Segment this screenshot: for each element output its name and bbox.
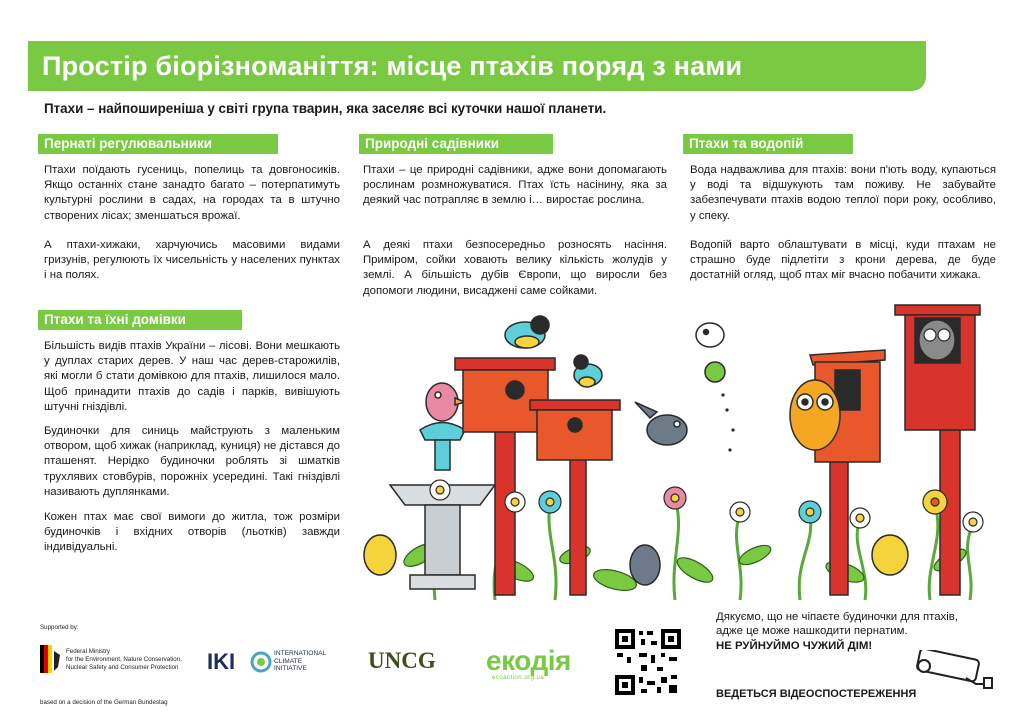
thanks-line-2: адже це може нашкодити пернатим.	[716, 625, 908, 637]
water-paragraph-2: Водопій варто облаштувати в місці, куди птахам не страшно буде підлетіти з крони дерева, де буде достатній огляд, щоб птах міг вчасно побачити хижака.	[690, 239, 996, 282]
ekodia-logo: екодія	[486, 645, 571, 676]
water-paragraph-1: Вода надважлива для птахів: вони п'ють воду, купаються у воді та відшукують там поживу. Не забувайте забезпечувати птахів водою теплої пори року, особливо, у спеку.	[690, 164, 996, 222]
iki-line-3: INITIATIVE	[274, 665, 307, 673]
thanks-line-1: Дякуємо, що не чіпаєте будиночки для птахів,	[716, 611, 958, 623]
iki-line-2: CLIMATE	[274, 657, 303, 665]
owl-in-house	[919, 320, 955, 360]
thanks-text	[716, 610, 996, 638]
section-heading-water: Птахи та водопій	[683, 134, 853, 154]
page-subtitle: Птахи – найпоширеніша у світі група тварин, яка заселяє всі куточки нашої планети.	[44, 101, 607, 116]
german-eagle-icon	[40, 645, 60, 673]
bundestag-decision: based on a decision of the German Bundestag	[40, 699, 168, 706]
ministry-name-3: Nuclear Safety and Consumer Protection	[66, 664, 179, 671]
ministry-name-2: for the Environment, Nature Conservation,	[66, 656, 182, 663]
section-heading-gardeners: Природні садівники	[359, 134, 553, 154]
birdhouse-orange-left	[455, 358, 555, 595]
do-not-destroy-text: НЕ РУЙНУЙМО ЧУЖИЙ ДІМ!	[716, 640, 873, 652]
iki-circle-icon	[250, 651, 272, 673]
iki-line-1: INTERNATIONAL	[274, 650, 327, 657]
cctv-notice: ВЕДЕТЬСЯ ВІДЕОСПОСТЕРЕЖЕННЯ	[716, 688, 917, 700]
yellow-owl	[790, 380, 840, 450]
qr-code[interactable]	[613, 627, 683, 697]
homes-paragraph-1: Більшість видів птахів України – лісові. Вони мешкають у дуплах старих дерев. У наш час дерев-старожилів, які могли б стати домівкою для птахів, лишилося мало. Щоб принадити птахів до садів і парків, вивішують штучні гніздівлі.	[44, 340, 340, 413]
regulators-paragraph-2: А птахи-хижаки, харчуючись масовими видами гризунів, регулюють їх чисельність у населених пунктах і на полях.	[44, 239, 340, 282]
uncg-logo: UNCG	[368, 648, 436, 673]
small-bird-middle	[574, 355, 602, 387]
homes-paragraph-3: Кожен птах має свої вимоги до житла, тож розміри будиночків і вхідних отворів (льотків) завжди індивідуальні.	[44, 511, 340, 554]
section-heading-regulators: Пернаті регулювальники	[38, 134, 278, 154]
iki-logo: IKI	[207, 649, 236, 674]
birds-garden-illustration	[345, 290, 1005, 600]
camera-icon	[906, 650, 996, 690]
ekodia-url: ecoaction.org.ua	[492, 674, 545, 681]
pink-bird	[426, 383, 465, 421]
supported-by-label: Supported by:	[40, 624, 79, 631]
page-title: Простір біорізноманіття: місце птахів поряд з нами	[28, 41, 926, 91]
ministry-name-1: Federal Ministry	[66, 648, 111, 655]
iki-subtitle	[274, 650, 344, 673]
regulators-paragraph-1: Птахи поїдають гусениць, попелиць та довгоносиків. Якщо останніх стане занадто багато – потерпатимуть культурні рослини в садах, на городах та в штучно створених лісах; зменшаться врожаї.	[44, 164, 340, 222]
homes-paragraph-2: Будиночки для синиць майструють з маленьким отвором, щоб хижак (наприклад, куниця) не дістався до пташенят. Нерідко будиночки роблять зі шматків трухлявих стовбурів, порожніх усередині. Такі гніздівлі називають дуплянками.	[44, 425, 340, 498]
blue-bird-top	[505, 316, 549, 348]
gardeners-paragraph-2: А деякі птахи безпосередньо рознoсять насіння. Приміром, сойки ховають велику кількість жолудів у землі. А більшість дубів Європи, що виросли без допомоги людини, висаджені саме сойками.	[363, 239, 667, 297]
falling-seeds	[721, 393, 734, 451]
white-bird-feeder	[696, 323, 725, 382]
gardeners-paragraph-1: Птахи – це природні садівники, адже вони допомагають рослинам розмножуватися. Птах їсть насінину, яка за деякий час потрапляє в землю і… виростає рослина.	[363, 164, 667, 207]
grey-bird-flying	[635, 402, 687, 445]
section-heading-homes: Птахи та їхні домівки	[38, 310, 242, 330]
